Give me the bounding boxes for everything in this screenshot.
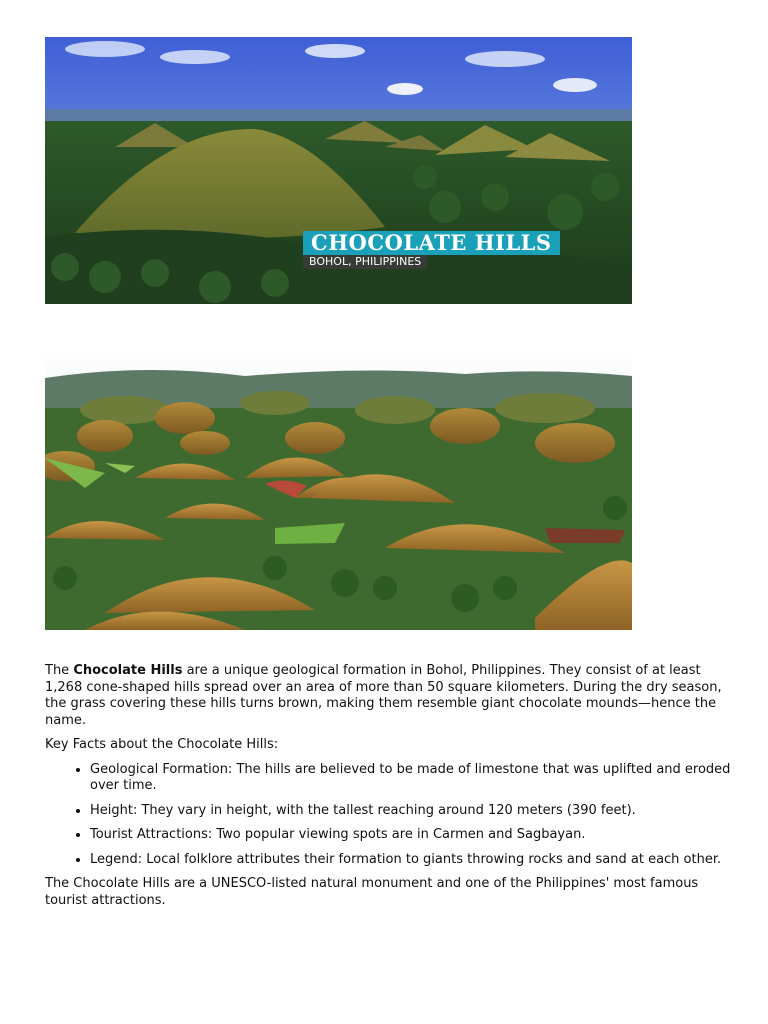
- closing-paragraph: The Chocolate Hills are a UNESCO-listed natural monument and one of the Philippines' most famous tourist attractions.: [45, 876, 699, 908]
- intro-prefix: The: [45, 663, 74, 678]
- list-item: • Tourist Attractions: Two popular viewing spots are in Carmen and Sagbayan.: [90, 827, 735, 844]
- intro-paragraph: [45, 663, 735, 729]
- list-item: • Legend: Local folklore attributes their formation to giants throwing rocks and sand at each other.: [90, 852, 735, 869]
- list-item: • Height: They vary in height, with the tallest reaching around 120 meters (390 feet).: [90, 803, 735, 820]
- banner-title: CHOCOLATE HILLS: [303, 231, 560, 255]
- landscape-illustration: [45, 348, 632, 630]
- intro-bold-term: Chocolate Hills: [73, 663, 183, 678]
- banner-subtitle: BOHOL, PHILIPPINES: [303, 255, 427, 269]
- article-body: [45, 663, 735, 917]
- intro-rest: are a unique geological formation in Bohol, Philippines. They consist of at least 1,268 cone-shaped hills spread over an area of more than 50 square kilometers. During the dry season, the grass covering these hills turns brown, making them resemble giant chocolate mounds—hence the name.: [45, 663, 722, 728]
- facts-heading: Key Facts about the Chocolate Hills:: [45, 737, 279, 752]
- chocolate-hills-photo-panorama: [45, 348, 632, 630]
- facts-list: [45, 762, 735, 869]
- list-item: • Geological Formation: The hills are believed to be made of limestone that was uplifted and eroded over time.: [90, 762, 735, 795]
